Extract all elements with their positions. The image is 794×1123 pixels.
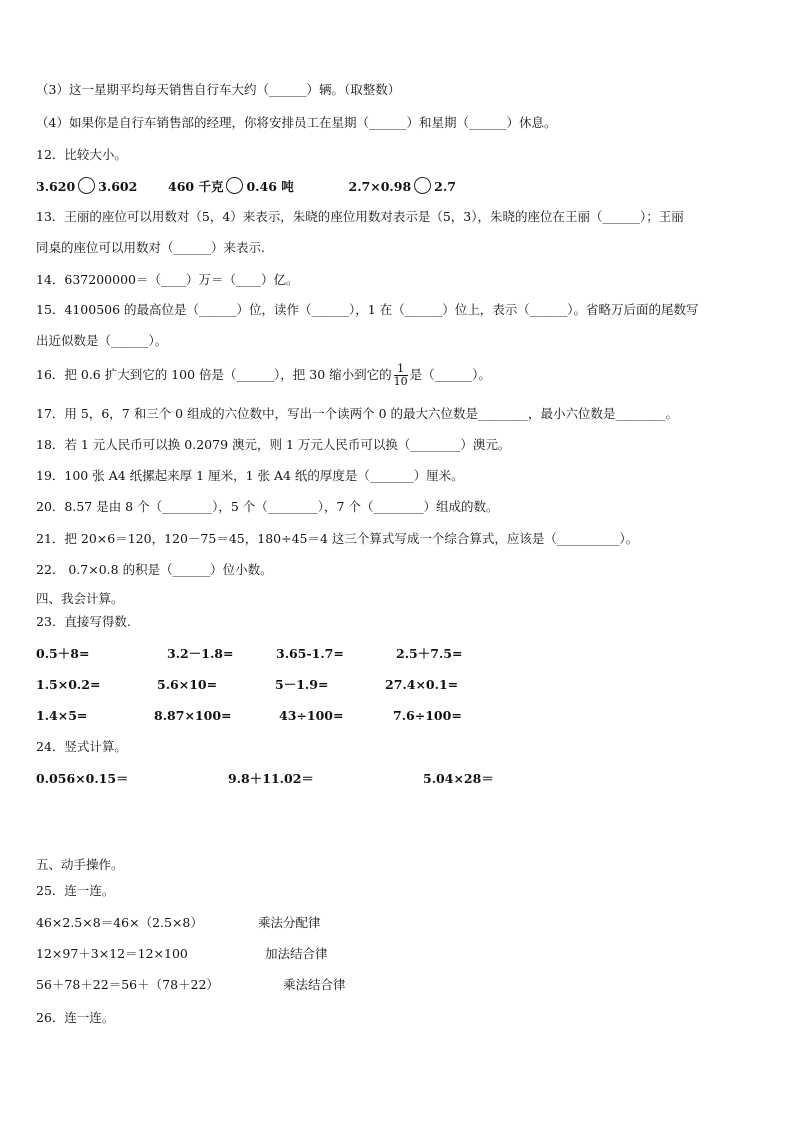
fraction-numerator: 1 [394,363,408,376]
question-12-title: 12．比较大小。 [36,147,127,162]
match-row-3 [36,977,756,993]
vertical-calc-item: 9.8＋11.02＝ [228,771,314,786]
calc-item: 3.65-1.7= [276,646,344,661]
question-14: 14．637200000＝（____）万＝（____）亿。 [36,272,299,287]
calc-item: 0.5＋8= [36,646,90,661]
question-16 [36,362,491,388]
section-4-heading: 四、我会计算。 [36,591,124,606]
vertical-calc-item: 0.056×0.15＝ [36,771,129,786]
calc-item: 3.2－1.8= [167,646,234,661]
match-row-2 [36,946,756,962]
question-20: 20．8.57 是由 8 个（________），5 个（________），7 个（________）组成的数。 [36,499,499,514]
fraction-denominator: 10 [393,375,408,388]
match-right-law[interactable]: 乘法结合律 [283,977,346,992]
calc-item: 5－1.9= [275,677,329,692]
calc-row-3 [36,708,756,724]
fraction-one-tenth [394,363,408,388]
calc-item: 1.5×0.2= [36,677,101,692]
match-left-expression[interactable]: 56＋78＋22＝56＋（78＋22） [36,977,219,992]
compare-b-left: 460 千克 [168,179,224,194]
compare-a-left: 3.620 [36,179,76,194]
match-left-expression[interactable]: 46×2.5×8＝46×（2.5×8） [36,915,203,930]
match-right-law[interactable]: 加法结合律 [265,946,328,961]
calc-row-1 [36,646,756,662]
calc-item: 27.4×0.1= [385,677,459,692]
compare-a-circle[interactable] [78,177,95,194]
calc-item: 1.4×5= [36,708,88,723]
question-13-line-1: 13．王丽的座位可以用数对（5，4）来表示，朱晓的座位用数对表示是（5，3），朱晓的座位在王丽（______）；王丽 [36,209,684,224]
calc-item: 2.5＋7.5= [396,646,463,661]
question-15-line-2: 出近似数是（______）。 [36,333,168,348]
question-13-line-2: 同桌的座位可以用数对（______）来表示. [36,240,265,255]
match-right-law[interactable]: 乘法分配律 [258,915,321,930]
compare-a-right: 3.602 [98,179,138,194]
question-21: 21．把 20×6＝120，120－75＝45，180÷45＝4 这三个算式写成一个综合算式，应该是（__________）。 [36,531,639,546]
match-row-1 [36,915,756,931]
question-12-compare-row [36,177,456,195]
question-26-title: 26．连一连。 [36,1010,115,1025]
compare-b-circle[interactable] [226,177,243,194]
question-24-title: 24．竖式计算。 [36,739,127,754]
vertical-calc-row [36,771,756,787]
calc-item: 7.6÷100= [393,708,462,723]
calc-item: 5.6×10= [157,677,218,692]
question-17: 17．用 5，6，7 和三个 0 组成的六位数中，写出一个读两个 0 的最大六位数是________，最小六位数是________。 [36,406,679,421]
question-19: 19．100 张 A4 纸摞起来厚 1 厘米，1 张 A4 纸的厚度是（_______）厘米。 [36,468,464,483]
question-18: 18．若 1 元人民币可以换 0.2079 澳元，则 1 万元人民币可以换（________）澳元。 [36,437,511,452]
question-11-part-4: （4）如果你是自行车销售部的经理，你将安排员工在星期（______）和星期（______）休息。 [36,115,557,130]
compare-b-right: 0.46 吨 [246,179,294,194]
calc-item: 8.87×100= [154,708,232,723]
section-5-heading: 五、动手操作。 [36,857,124,872]
question-15-line-1: 15．4100506 的最高位是（______）位，读作（______），1 在（______）位上，表示（______）。省略万后面的尾数写 [36,302,699,317]
compare-c-right: 2.7 [434,179,456,194]
question-25-title: 25．连一连。 [36,883,115,898]
question-23-title: 23．直接写得数. [36,614,131,629]
calc-item: 43÷100= [279,708,344,723]
calc-row-2 [36,677,756,693]
question-16-text-after: 是（______）。 [409,367,491,382]
question-11-part-3: （3）这一星期平均每天销售自行车大约（______）辆。（取整数） [36,82,401,97]
question-16-text-before: 16．把 0.6 扩大到它的 100 倍是（______），把 30 缩小到它的 [36,367,392,382]
compare-c-circle[interactable] [414,177,431,194]
vertical-calc-item: 5.04×28＝ [423,771,494,786]
compare-c-left: 2.7×0.98 [348,179,412,194]
question-22: 22． 0.7×0.8 的积是（______）位小数。 [36,562,273,577]
match-left-expression[interactable]: 12×97＋3×12＝12×100 [36,946,188,961]
